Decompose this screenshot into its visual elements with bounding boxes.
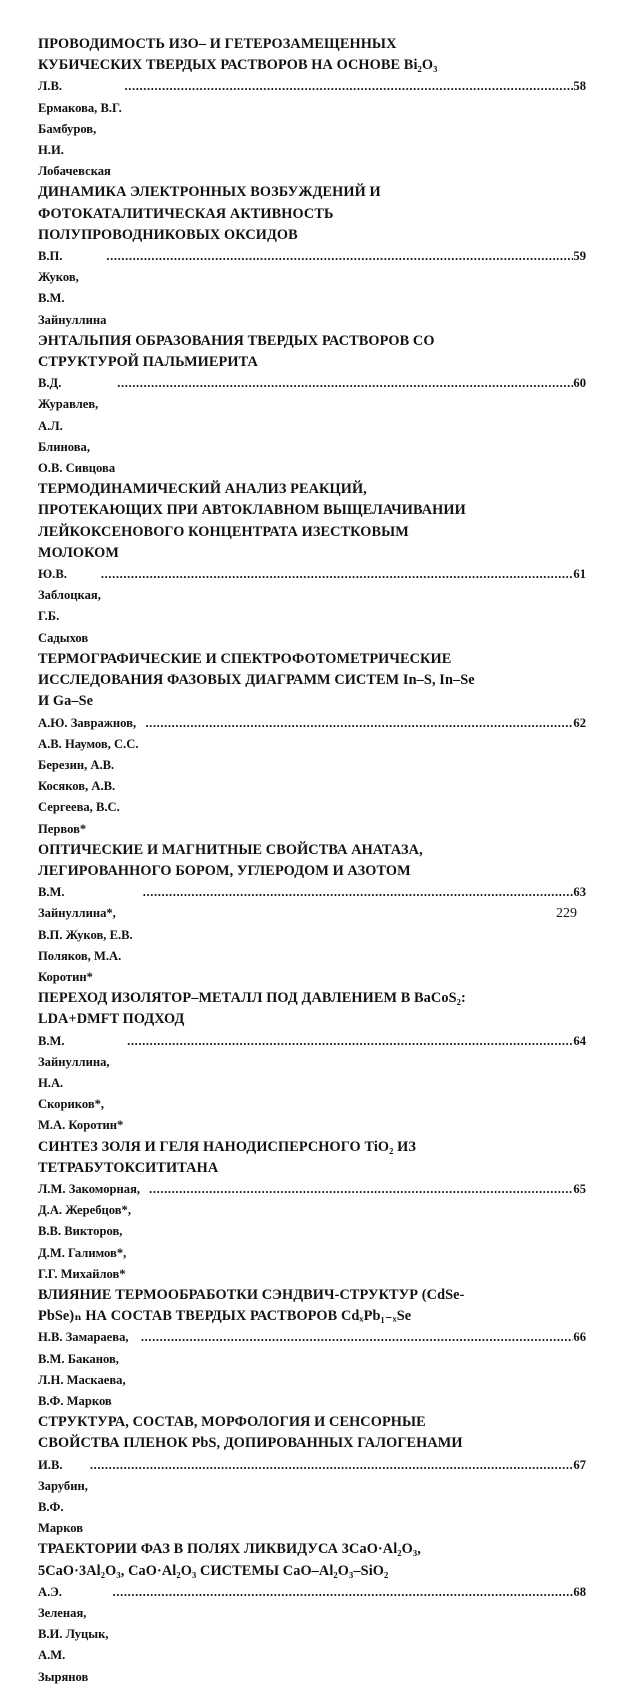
- entry-title: ВЛИЯНИЕ ТЕРМООБРАБОТКИ СЭНДВИЧ-СТРУКТУР (CdSe- PbSe)ₙ НА СОСТАВ ТВЕРДЫХ РАСТВОРОВ CdₓPb₁₋ₓSe: [38, 1286, 465, 1325]
- entry-authors: Ю.В. Заблоцкая, Г.Б. Садыхов: [38, 567, 101, 645]
- entry-page: 58: [573, 79, 586, 94]
- entry-authors-row: [38, 246, 586, 331]
- entry-page: 68: [573, 1584, 586, 1599]
- entry-page: 64: [573, 1033, 586, 1048]
- entry-authors-row: [38, 1031, 586, 1137]
- toc-entry: [38, 649, 586, 840]
- entry-authors: И.В. Зарубин, В.Ф. Марков: [38, 1457, 88, 1536]
- entry-authors-row: [38, 713, 586, 840]
- dot-leader: [141, 1327, 574, 1348]
- dot-leader: [145, 713, 573, 734]
- dot-leader: [127, 1031, 573, 1052]
- entry-title: СИНТЕЗ ЗОЛЯ И ГЕЛЯ НАНОДИСПЕРСНОГО TiO₂ ИЗ ТЕТРАБУТОКСИТИТАНА: [38, 1138, 417, 1176]
- dot-leader: [106, 246, 573, 267]
- entry-title: СТРУКТУРА, СОСТАВ, МОРФОЛОГИЯ И СЕНСОРНЫЕ СВОЙСТВА ПЛЕНОК PbS, ДОПИРОВАННЫХ ГАЛОГЕНАМИ: [38, 1414, 463, 1452]
- entry-authors: А.Э. Зеленая, В.И. Луцык, А.М. Зырянов: [38, 1584, 109, 1684]
- entry-authors-row: [38, 1582, 586, 1688]
- entry-authors: В.М. Зайнуллина*, В.П. Жуков, Е.В. Поляков, М.А. Коротин*: [38, 885, 133, 984]
- entry-title: ТЕРМОГРАФИЧЕСКИЕ И СПЕКТРОФОТОМЕТРИЧЕСКИЕ ИССЛЕДОВАНИЯ ФАЗОВЫХ ДИАГРАММ СИСТЕМ In–S, In–Se И Ga–Se: [38, 650, 475, 710]
- toc-entry: [38, 1412, 586, 1539]
- toc-entry: [38, 479, 586, 649]
- toc-entry: [38, 1137, 586, 1285]
- toc-entry: [38, 1285, 586, 1412]
- entry-authors-row: [38, 1327, 586, 1412]
- entry-page: 63: [573, 885, 586, 900]
- entry-authors-row: [38, 1455, 586, 1540]
- page-number: 229: [556, 906, 577, 921]
- toc-entry: [38, 840, 586, 988]
- entry-authors: Л.М. Закоморная, Д.А. Жеребцов*, В.В. Викторов, Д.М. Галимов*, Г.Г. Михайлов*: [38, 1181, 141, 1281]
- entry-title: ТЕРМОДИНАМИЧЕСКИЙ АНАЛИЗ РЕАКЦИЙ, ПРОТЕКАЮЩИХ ПРИ АВТОКЛАВНОМ ВЫЩЕЛАЧИВАНИИ ЛЕЙКОКСЕНОВОГО КОНЦЕНТРАТА ИЗЕСТКОВЫМ МОЛОКОМ: [38, 481, 466, 561]
- entry-title: ТРАЕКТОРИИ ФАЗ В ПОЛЯХ ЛИКВИДУСА 3CaO·Al₂O₃, 5CaO·3Al₂O₃, CaO·Al₂O₃ СИСТЕМЫ CaO–Al₂O₃–SiO₂: [38, 1541, 421, 1579]
- entry-title: ДИНАМИКА ЭЛЕКТРОННЫХ ВОЗБУЖДЕНИЙ И ФОТОКАТАЛИТИЧЕСКАЯ АКТИВНОСТЬ ПОЛУПРОВОДНИКОВЫХ ОКСИДОВ: [38, 184, 381, 243]
- toc-entry: [38, 1539, 586, 1687]
- entry-page: 62: [573, 715, 586, 730]
- toc-entry: [38, 331, 586, 479]
- dot-leader: [143, 882, 574, 903]
- entry-page: 66: [573, 1330, 586, 1345]
- entry-title: ЭНТАЛЬПИЯ ОБРАЗОВАНИЯ ТВЕРДЫХ РАСТВОРОВ СО СТРУКТУРОЙ ПАЛЬМИЕРИТА: [38, 332, 435, 371]
- entry-authors-row: [38, 1179, 586, 1285]
- entry-page: 61: [573, 567, 586, 582]
- entry-authors: В.М. Зайнуллина, Н.А. Скориков*, М.А. Коротин*: [38, 1033, 124, 1133]
- entry-authors-row: [38, 373, 586, 479]
- entry-title: ОПТИЧЕСКИЕ И МАГНИТНЫЕ СВОЙСТВА АНАТАЗА, ЛЕГИРОВАННОГО БОРОМ, УГЛЕРОДОМ И АЗОТОМ: [38, 841, 423, 879]
- entry-authors: В.Д. Журавлев, А.Л. Блинова, О.В. Сивцова: [38, 376, 116, 476]
- entry-authors: Л.В. Ермакова, В.Г. Бамбуров, Н.И. Лобачевская: [38, 79, 122, 179]
- entry-page: 60: [573, 376, 586, 391]
- dot-leader: [117, 373, 573, 394]
- dot-leader: [90, 1455, 574, 1476]
- toc-entry: [38, 988, 586, 1136]
- toc-entry: [38, 182, 586, 330]
- entry-page: 65: [573, 1181, 586, 1196]
- entry-page: 59: [573, 249, 586, 264]
- entry-authors: А.Ю. Завражнов, А.В. Наумов, С.С. Березин, А.В. Косяков, А.В. Сергеева, В.С. Первов*: [38, 715, 139, 836]
- entry-authors-row: [38, 564, 586, 649]
- dot-leader: [149, 1179, 573, 1200]
- table-of-contents: [38, 34, 586, 1688]
- dot-leader: [125, 76, 574, 97]
- entry-page: 67: [573, 1457, 586, 1472]
- entry-authors-row: [38, 76, 586, 182]
- entry-title: ПЕРЕХОД ИЗОЛЯТОР–МЕТАЛЛ ПОД ДАВЛЕНИЕМ В BaCoS₂: LDA+DMFT ПОДХОД: [38, 990, 466, 1028]
- entry-authors: Н.В. Замараева, В.М. Баканов, Л.Н. Маскаева, В.Ф. Марков: [38, 1330, 129, 1408]
- dot-leader: [101, 564, 574, 585]
- dot-leader: [113, 1582, 574, 1603]
- entry-title: ПРОВОДИМОСТЬ ИЗО– И ГЕТЕРОЗАМЕЩЕННЫХ КУБИЧЕСКИХ ТВЕРДЫХ РАСТВОРОВ НА ОСНОВЕ Bi₂O₃: [38, 36, 438, 74]
- entry-authors-row: [38, 882, 586, 988]
- toc-entry: [38, 34, 586, 182]
- entry-authors: В.П. Жуков, В.М. Зайнуллина: [38, 249, 107, 327]
